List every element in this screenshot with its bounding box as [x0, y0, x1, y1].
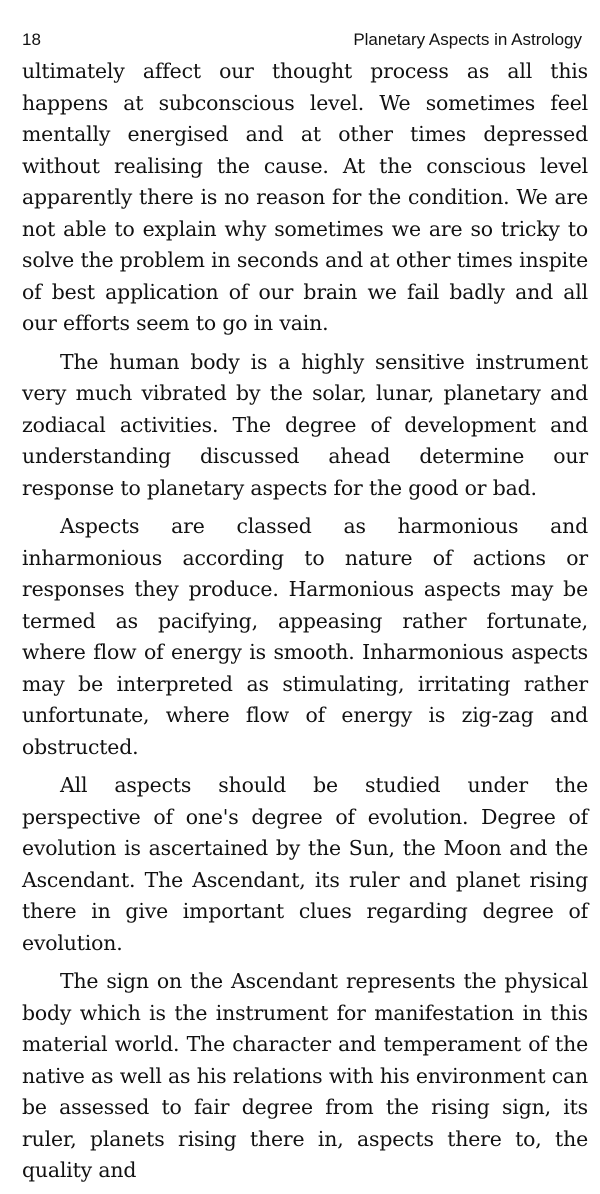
paragraph-1: ultimately affect our thought process as all this happens at subconscious level. We sometimes feel mentally energised and at other times depressed without realising the cause. At the conscious level apparently there is no reason for the condition. We are not able to explain why sometimes we are so tricky to solve the problem in seconds and at other times inspite of best application of our brain we fail badly and all our efforts seem to go in vain.	[22, 59, 588, 335]
page-number: 18	[22, 30, 41, 49]
paragraph-5: The sign on the Ascendant represents the physical body which is the instrument for manifestation in this material world. The character and temperament of the native as well as his relations with his environment can be assessed to fair degree from the rising sign, its ruler, planets rising there in, aspects there to, the quality and	[22, 969, 588, 1182]
paragraph-2: The human body is a highly sensitive instrument very much vibrated by the solar, lunar, planetary and zodiacal activities. The degree of development and understanding discussed ahead determine our response to planetary aspects for the good or bad.	[22, 349, 588, 500]
paragraph-3: Aspects are classed as harmonious and inharmonious according to nature of actions or responses they produce. Harmonious aspects may be termed as pacifying, appeasing rather fortunate, where flow of energy is smooth. Inharmonious aspects may be interpreted as stimulating, irritating rather unfortunate, where flow of energy is zig-zag and obstructed.	[22, 514, 588, 759]
body-text	[22, 56, 588, 1194]
paragraph-4: All aspects should be studied under the perspective of one's degree of evolution. Degree of evolution is ascertained by the Sun, the Moon and the Ascendant. The Ascendant, its ruler and planet rising there in give important clues regarding degree of evolution.	[22, 773, 588, 955]
running-title: Planetary Aspects in Astrology	[353, 30, 582, 49]
page-header	[22, 0, 584, 49]
